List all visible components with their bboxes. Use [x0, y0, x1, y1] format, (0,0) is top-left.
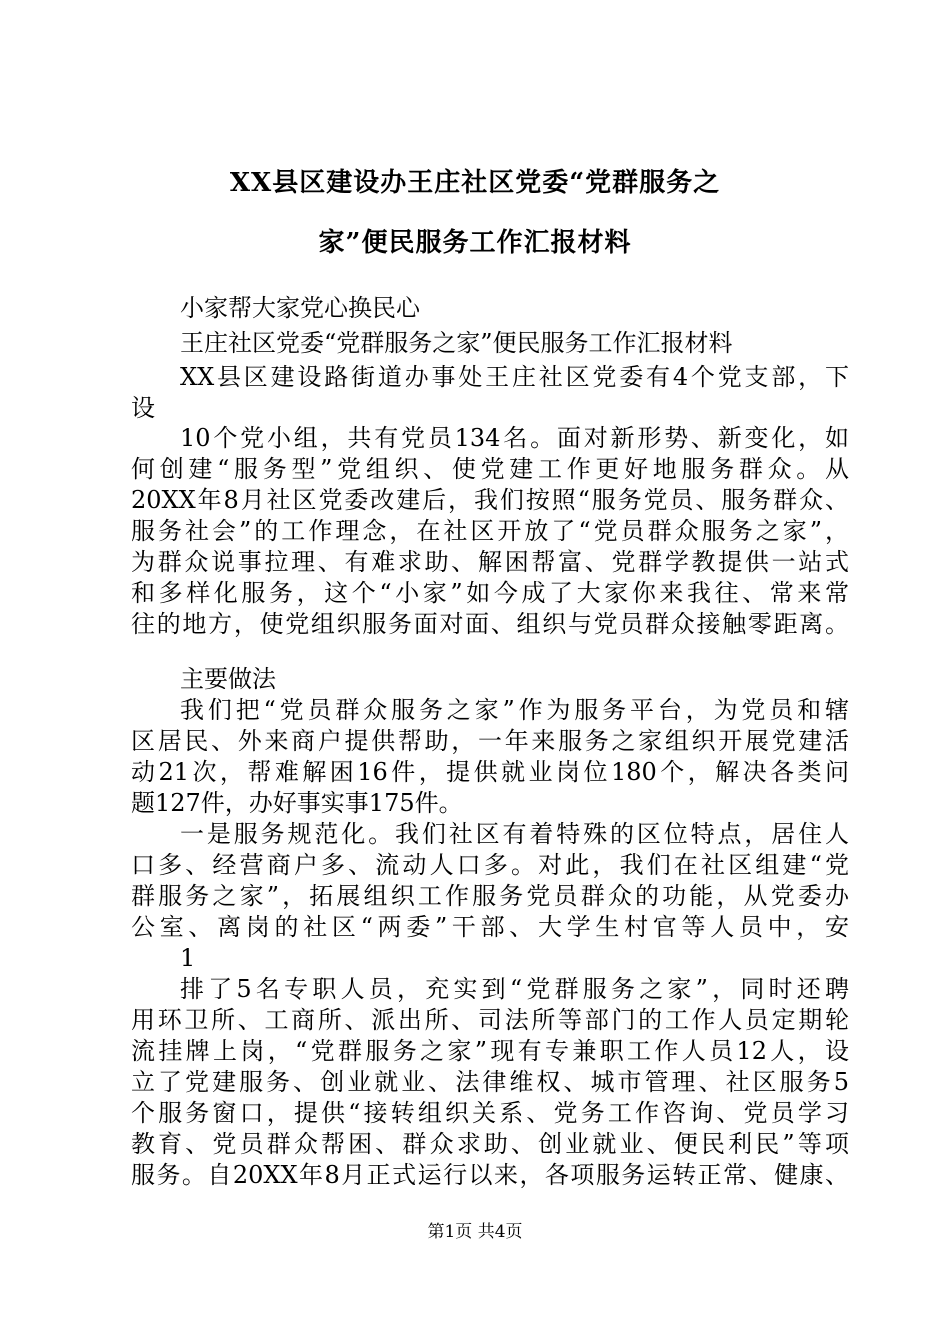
document-title-line-1: XX县区建设办王庄社区党委“党群服务之: [229, 168, 721, 198]
paragraph-line: 往的地方，使党组织服务面对面、组织与党员群众接触零距离。: [131, 610, 849, 638]
paragraph-line: 排了5名专职人员，充实到“党群服务之家”，同时还聘: [180, 975, 849, 1003]
paragraph-line: 服务。自20XX年8月正式运行以来，各项服务运转正常、健康、: [131, 1161, 849, 1189]
page-footer: 第1页 共4页: [427, 1222, 523, 1242]
report-heading-line: 王庄社区党委“党群服务之家”便民服务工作汇报材料: [180, 329, 733, 357]
paragraph-line: 公室、离岗的社区“两委”干部、大学生村官等人员中，安: [131, 913, 849, 941]
page-number-inline: 1: [180, 944, 196, 972]
paragraph-line: XX县区建设路街道办事处王庄社区党委有4个党支部，下: [180, 363, 849, 391]
paragraph-line: 20XX年8月社区党委改建后，我们按照“服务党员、服务群众、: [131, 486, 849, 514]
paragraph-line: 题127件，办好事实事175件。: [131, 789, 463, 817]
paragraph-line: 教育、党员群众帮困、群众求助、创业就业、便民利民”等项: [131, 1130, 849, 1158]
paragraph-line: 设: [131, 394, 155, 422]
paragraph-line: 口多、经营商户多、流动人口多。对此，我们在社区组建“党: [131, 851, 849, 879]
paragraph-line: 个服务窗口，提供“接转组织关系、党务工作咨询、党员学习: [131, 1099, 849, 1127]
paragraph-line: 区居民、外来商户提供帮助，一年来服务之家组织开展党建活: [131, 727, 849, 755]
paragraph-line: 服务社会”的工作理念，在社区开放了“党员群众服务之家”，: [131, 517, 849, 545]
document-title-line-2: 家”便民服务工作汇报材料: [318, 228, 632, 258]
paragraph-line: 一是服务规范化。我们社区有着特殊的区位特点，居住人: [180, 820, 849, 848]
paragraph-line: 用环卫所、工商所、派出所、司法所等部门的工作人员定期轮: [131, 1006, 849, 1034]
paragraph-line: 10个党小组，共有党员134名。面对新形势、新变化，如: [180, 424, 849, 452]
paragraph-line: 和多样化服务，这个“小家”如今成了大家你来我往、常来常: [131, 579, 849, 607]
subtitle-line: 小家帮大家党心换民心: [180, 294, 420, 322]
section-heading: 主要做法: [180, 665, 276, 693]
paragraph-line: 为群众说事拉理、有难求助、解困帮富、党群学教提供一站式: [131, 548, 849, 576]
paragraph-line: 流挂牌上岗，“党群服务之家”现有专兼职工作人员12人，设: [131, 1037, 849, 1065]
paragraph-line: 立了党建服务、创业就业、法律维权、城市管理、社区服务5: [131, 1068, 849, 1096]
paragraph-line: 我们把“党员群众服务之家”作为服务平台，为党员和辖: [180, 696, 849, 724]
paragraph-line: 群服务之家”，拓展组织工作服务党员群众的功能，从党委办: [131, 882, 849, 910]
paragraph-line: 动21次，帮难解困16件，提供就业岗位180个，解决各类问: [131, 758, 849, 786]
paragraph-line: 何创建“服务型”党组织、使党建工作更好地服务群众。从: [131, 455, 849, 483]
